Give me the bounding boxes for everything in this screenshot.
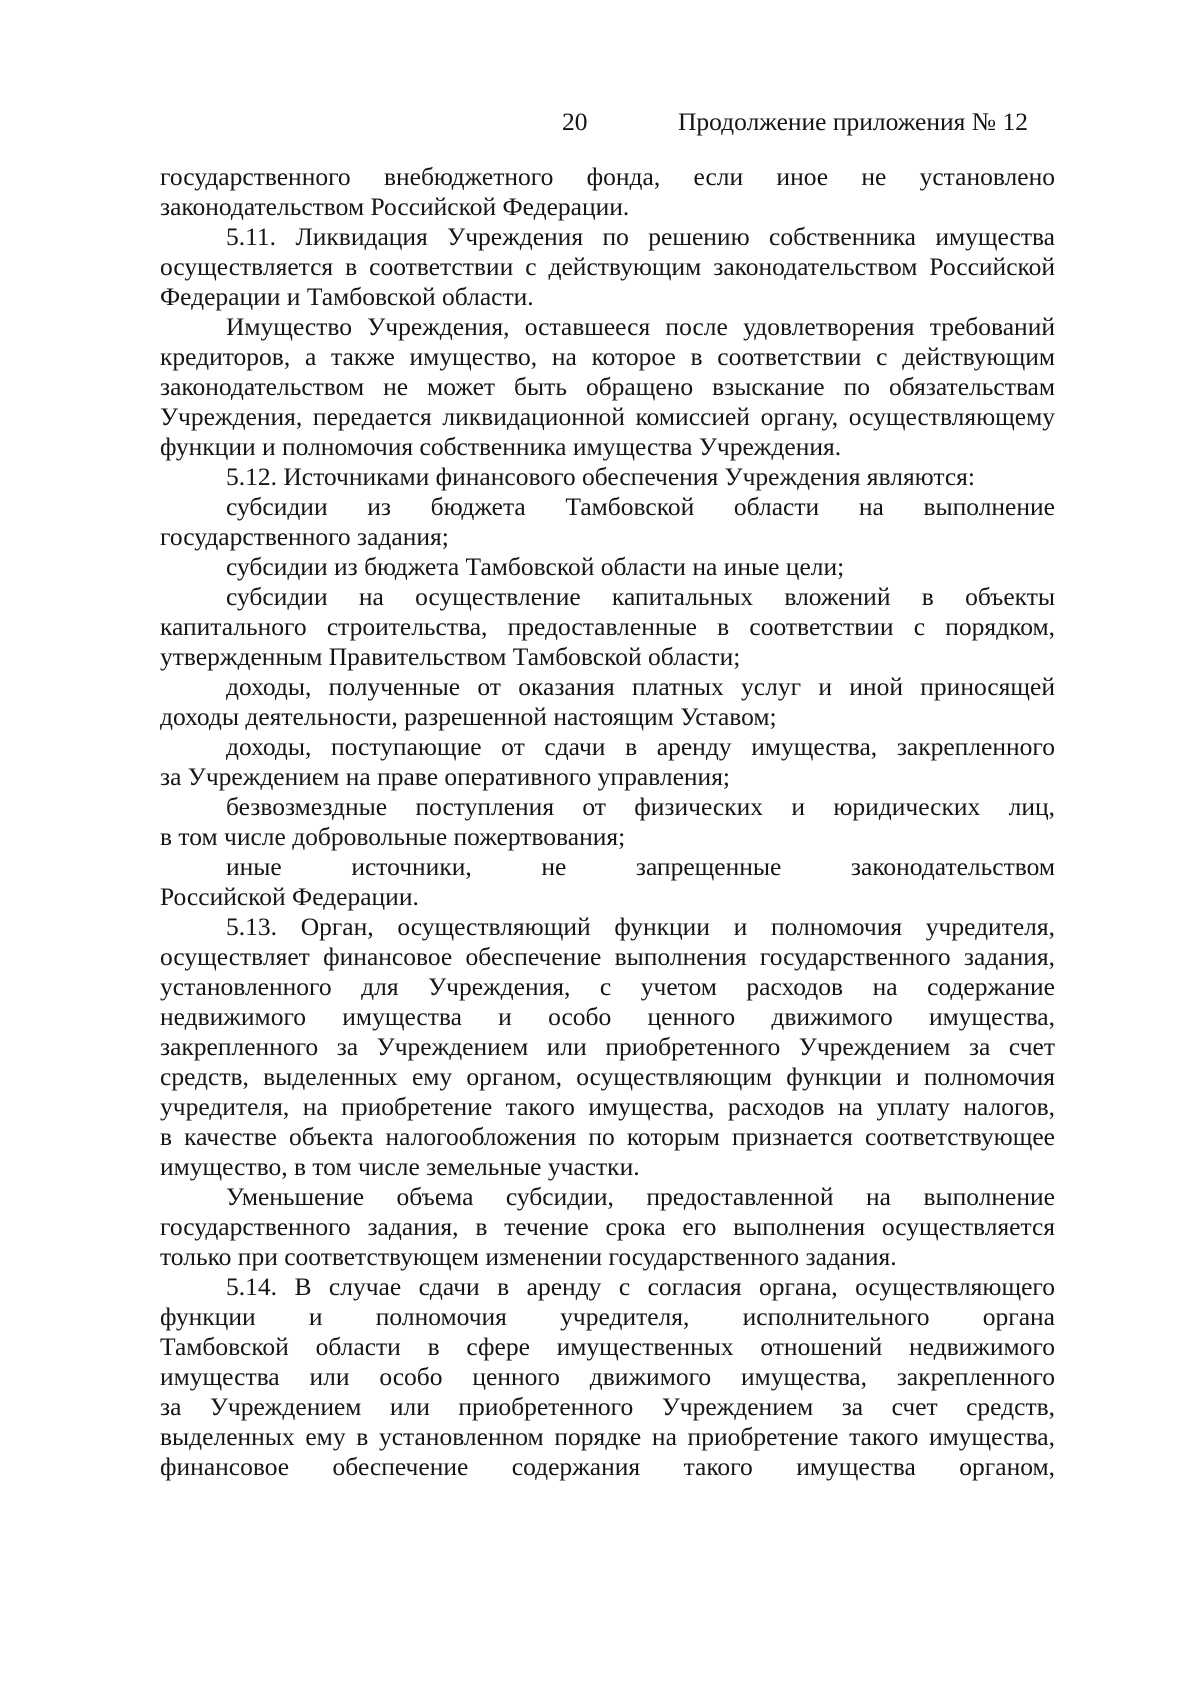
list-item [160, 672, 1055, 732]
text-line: 5.12. Источниками финансового обеспечения Учреждения являются: [226, 462, 975, 491]
paragraph [160, 162, 1055, 222]
text-line: функции и полномочия учредителя, исполнительного органа [160, 1302, 1055, 1331]
text-line: доходы, полученные от оказания платных услуг и иной приносящей [226, 672, 1055, 701]
text-line: Российской Федерации. [160, 882, 419, 911]
text-line: имущество, в том числе земельные участки. [160, 1152, 640, 1181]
text-line: Имущество Учреждения, оставшееся после удовлетворения требований [226, 312, 1055, 341]
text-line: субсидии из бюджета Тамбовской области на выполнение [226, 492, 1055, 521]
text-line: имущества или особо ценного движимого имущества, закрепленного [160, 1362, 1055, 1391]
text-line: капитального строительства, предоставленные в соответствии с порядком, [160, 612, 1055, 641]
text-line: средств, выделенных ему органом, осуществляющим функции и полномочия [160, 1062, 1055, 1091]
list-item [160, 852, 1055, 912]
text-line: 5.13. Орган, осуществляющий функции и полномочия учредителя, [226, 912, 1055, 941]
paragraph-5-11 [160, 222, 1055, 312]
text-line: функции и полномочия собственника имущества Учреждения. [160, 432, 842, 461]
text-line: 5.14. В случае сдачи в аренду с согласия органа, осуществляющего [226, 1272, 1055, 1301]
text-line: только при соответствующем изменении государственного задания. [160, 1242, 897, 1271]
paragraph-5-14 [160, 1272, 1055, 1482]
list-item [160, 792, 1055, 852]
text-line: кредиторов, а также имущество, на которое в соответствии с действующим [160, 342, 1055, 371]
text-line: осуществляет финансовое обеспечение выполнения государственного задания, [160, 942, 1055, 971]
text-line: Тамбовской области в сфере имущественных отношений недвижимого [160, 1332, 1055, 1361]
page-number: 20 [562, 107, 588, 136]
list-item [160, 492, 1055, 552]
text-line: государственного задания, в течение срока его выполнения осуществляется [160, 1212, 1055, 1241]
text-line: за Учреждением на праве оперативного управления; [160, 762, 731, 791]
paragraph-5-13 [160, 912, 1055, 1182]
list-item [160, 582, 1055, 672]
text-line: в том числе добровольные пожертвования; [160, 822, 626, 851]
text-line: финансовое обеспечение содержания такого имущества органом, [160, 1452, 1055, 1481]
text-line: субсидии из бюджета Тамбовской области на иные цели; [226, 552, 845, 581]
text-line: Уменьшение объема субсидии, предоставленной на выполнение [226, 1182, 1055, 1211]
list-item [160, 732, 1055, 792]
text-line: иные источники, не запрещенные законодательством [226, 852, 1055, 881]
text-line: учредителя, на приобретение такого имущества, расходов на уплату налогов, [160, 1092, 1055, 1121]
text-line: законодательством не может быть обращено взыскание по обязательствам [160, 372, 1055, 401]
paragraph-5-12 [160, 462, 1055, 492]
text-line: доходы, поступающие от сдачи в аренду имущества, закрепленного [226, 732, 1055, 761]
text-line: Учреждения, передается ликвидационной комиссией органу, осуществляющему [160, 402, 1055, 431]
text-line: в качестве объекта налогообложения по которым признается соответствующее [160, 1122, 1055, 1151]
text-line: 5.11. Ликвидация Учреждения по решению собственника имущества [226, 222, 1055, 251]
paragraph [160, 1182, 1055, 1272]
text-line: утвержденным Правительством Тамбовской области; [160, 642, 741, 671]
paragraph [160, 312, 1055, 462]
text-line: доходы деятельности, разрешенной настоящим Уставом; [160, 702, 777, 731]
text-line: государственного задания; [160, 522, 449, 551]
text-line: законодательством Российской Федерации. [160, 192, 630, 221]
text-line: недвижимого имущества и особо ценного движимого имущества, [160, 1002, 1055, 1031]
text-line: субсидии на осуществление капитальных вложений в объекты [226, 582, 1055, 611]
document-body [160, 162, 1055, 1482]
text-line: закрепленного за Учреждением или приобретенного Учреждением за счет [160, 1032, 1055, 1061]
list-item [160, 552, 1055, 582]
text-line: безвозмездные поступления от физических и юридических лиц, [226, 792, 1055, 821]
text-line: осуществляется в соответствии с действующим законодательством Российской [160, 252, 1055, 281]
text-line: Федерации и Тамбовской области. [160, 282, 534, 311]
text-line: государственного внебюджетного фонда, если иное не установлено [160, 162, 1055, 191]
text-line: установленного для Учреждения, с учетом расходов на содержание [160, 972, 1055, 1001]
text-line: выделенных ему в установленном порядке на приобретение такого имущества, [160, 1422, 1055, 1451]
text-line: за Учреждением или приобретенного Учреждением за счет средств, [160, 1392, 1055, 1421]
appendix-continuation-header: Продолжение приложения № 12 [678, 107, 1028, 136]
